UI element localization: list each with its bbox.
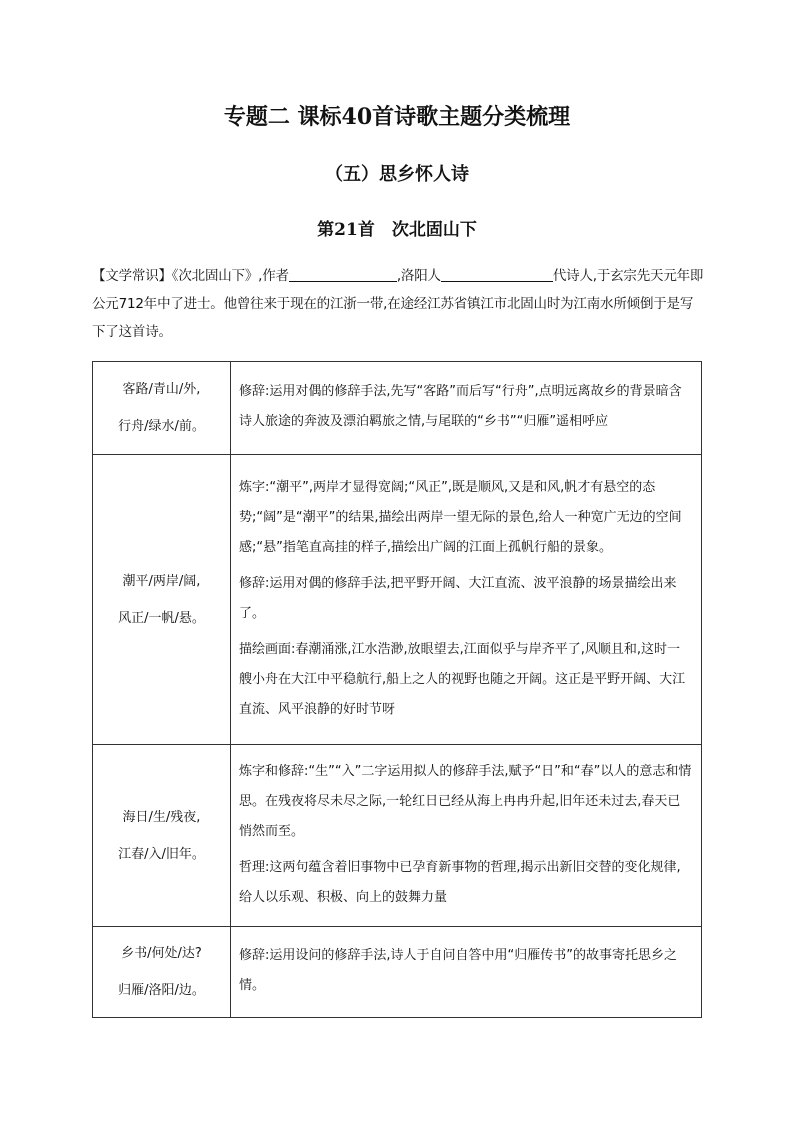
verse-line: 海日/生/残夜, xyxy=(122,809,201,825)
literary-knowledge-paragraph xyxy=(92,262,704,346)
author-blank[interactable] xyxy=(289,267,397,282)
annotation-text: 修辞:运用对偶的修辞手法,先写“客路”而后写“行舟”,点明远离故乡的背景暗含诗人旅途的奔波及漂泊羁旅之情,与尾联的“乡书”“归雁”遥相呼应 xyxy=(239,384,682,429)
verse-line: 风正/一帆/悬。 xyxy=(118,610,205,626)
verse-line: 江春/入/旧年。 xyxy=(118,846,205,862)
annotation-text: 修辞:运用对偶的修辞手法,把平野开阔、大江直流、波平浪静的场景描绘出来了。 xyxy=(239,575,677,621)
annotation-cell xyxy=(231,745,702,927)
annotation-text: 哲理:这两句蕴含着旧事物中已孕育新事物的哲理,揭示出新旧交替的变化规律,给人以乐观、积极、向上的鼓舞力量 xyxy=(239,859,681,905)
annotation-text: 炼字和修辞:“生”“入”二字运用拟人的修辞手法,赋予“日”和“春”以人的意志和情思。在残夜将尽未尽之际,一轮红日已经从海上冉冉升起,旧年还未过去,春天已悄然而至。 xyxy=(239,763,692,839)
poem-analysis-table xyxy=(92,361,702,1018)
page-title: 专题二 课标40首诗歌主题分类梳理 xyxy=(223,104,571,130)
annotation-text: 炼字:“潮平”,两岸才显得宽阔;“风正”,既是顺风,又是和风,帆才有悬空的态势;“阔”是“潮平”的结果,描绘出两岸一望无际的景色,给人一种宽广无边的空间感;“悬”指笔直高挂的样子,描绘出广阔的江面上孤帆行船的景象。 xyxy=(239,479,682,555)
poem-lines-cell xyxy=(93,745,231,927)
table-row xyxy=(93,745,702,927)
poem-lines-cell xyxy=(93,362,231,455)
intro-text-part2: ,洛阳人 xyxy=(396,268,441,284)
verse-line: 归雁/洛阳/边。 xyxy=(118,983,205,998)
annotation-cell xyxy=(231,455,702,745)
annotation-text: 修辞:运用设问的修辞手法,诗人于自问自答中用“归雁传书”的故事寄托思乡之情。 xyxy=(239,948,677,993)
poem-lines-cell xyxy=(93,927,231,1018)
table-row xyxy=(93,362,702,455)
intro-text-part1: 【文学常识】《次北固山下》,作者 xyxy=(92,268,289,284)
table-row xyxy=(93,927,702,1018)
verse-line: 客路/青山/外, xyxy=(122,382,201,397)
dynasty-blank[interactable] xyxy=(441,267,553,282)
annotation-cell xyxy=(231,927,702,1018)
annotation-cell xyxy=(231,362,702,455)
poem-title: 第21首 次北固山下 xyxy=(317,220,477,240)
verse-line: 潮平/两岸/阔, xyxy=(122,573,201,589)
verse-line: 行舟/绿水/前。 xyxy=(118,419,205,434)
annotation-text: 描绘画面:春潮涌涨,江水浩渺,放眼望去,江面似乎与岸齐平了,风顺且和,这时一艘小舟在大江中平稳航行,船上之人的视野也随之开阔。这正是平野开阔、大江直流、风平浪静的好时节呀 xyxy=(239,641,686,717)
intro-text-part3: 代诗人,于玄宗先天元年即公元712年中了进士。他曾往来于现在的江浙一带,在途经江苏省镇江市北固山时为江南水所倾倒于是写下了这首诗。 xyxy=(92,268,704,340)
section-subtitle: （五）思乡怀人诗 xyxy=(325,164,469,185)
table-row xyxy=(93,455,702,745)
poem-lines-cell xyxy=(93,455,231,745)
verse-line: 乡书/何处/达? xyxy=(121,946,202,961)
